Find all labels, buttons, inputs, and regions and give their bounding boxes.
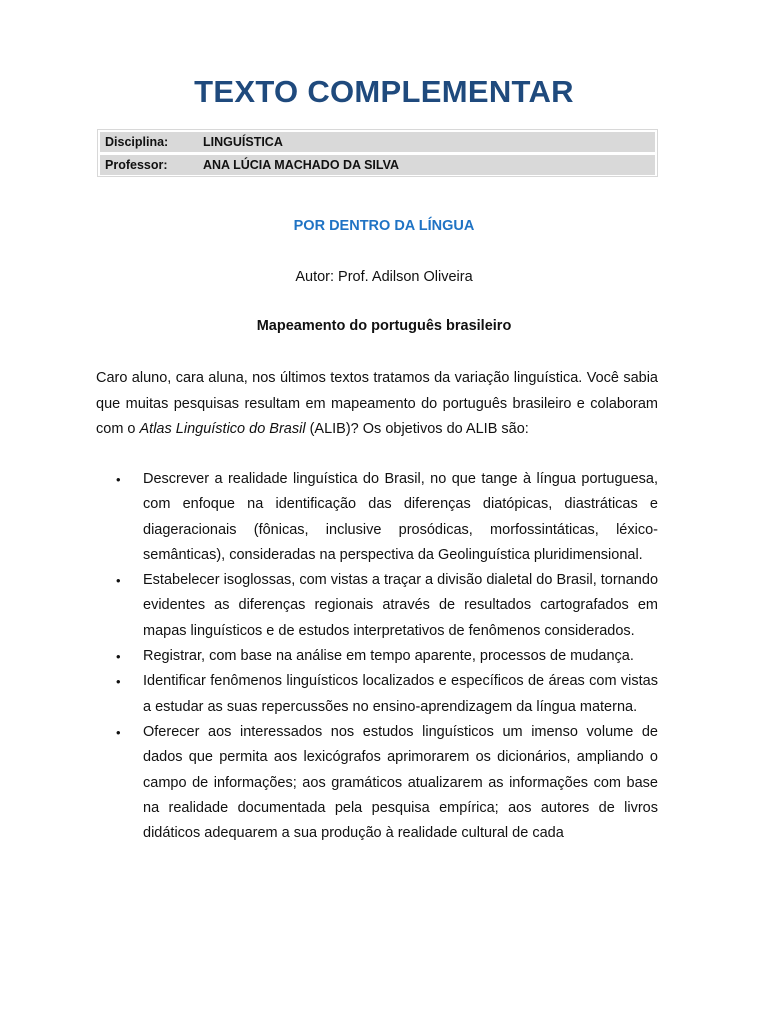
info-row-disciplina bbox=[100, 132, 655, 152]
intro-paragraph bbox=[96, 366, 658, 443]
info-value: ANA LÚCIA MACHADO DA SILVA bbox=[203, 158, 400, 172]
bullet-icon: • bbox=[116, 674, 121, 690]
info-row-professor bbox=[100, 155, 655, 175]
list-item-text: Registrar, com base na análise em tempo aparente, processos de mudança. bbox=[143, 648, 634, 665]
author-line: Autor: Prof. Adilson Oliveira bbox=[295, 269, 473, 285]
list-item-text: Oferecer aos interessados nos estudos linguísticos um imenso volume de dados que permita aos lexicógrafos aprimorarem os dicionários, ampliando o campo de informações; aos gramáticos atualizarem as informações com base na realidade documentada pela pesquisa empírica; aos autores de livros didáticos adequarem a sua produção à realidade cultural de cada bbox=[143, 723, 658, 842]
list-item bbox=[96, 568, 658, 644]
intro-text-before: Caro aluno, cara aluna, nos últimos textos tratamos da variação linguística. Você sabia que muitas pesquisas resultam em mapeamento do português brasileiro e colaboram com o bbox=[96, 370, 658, 437]
list-item bbox=[96, 669, 658, 720]
info-value: LINGUÍSTICA bbox=[203, 135, 283, 149]
list-item-text: Estabelecer isoglossas, com vistas a traçar a divisão dialetal do Brasil, tornando evidentes as diferenças regionais através de resultados cartografados em mapas linguísticos e de estudos interpretativos de fenômenos considerados. bbox=[143, 572, 659, 639]
list-item bbox=[96, 720, 658, 846]
intro-text-italic: Atlas Linguístico do Brasil bbox=[139, 421, 306, 437]
info-table bbox=[97, 129, 658, 177]
bullet-icon: • bbox=[116, 724, 121, 740]
section-title: POR DENTRO DA LÍNGUA bbox=[293, 218, 475, 234]
list-item bbox=[96, 467, 658, 568]
objectives-list bbox=[96, 467, 658, 846]
list-item-text: Identificar fenômenos linguísticos localizados e específicos de áreas com vistas a estudar as suas repercussões no ensino-aprendizagem da língua materna. bbox=[143, 673, 658, 715]
info-label: Disciplina: bbox=[105, 135, 169, 149]
bullet-icon: • bbox=[116, 573, 121, 589]
document-title: TEXTO COMPLEMENTAR bbox=[194, 74, 574, 109]
intro-text-after: (ALIB)? Os objetivos do ALIB são: bbox=[305, 421, 529, 437]
article-subtitle: Mapeamento do português brasileiro bbox=[256, 318, 512, 334]
bullet-icon: • bbox=[116, 472, 121, 487]
list-item bbox=[96, 644, 658, 669]
bullet-icon: • bbox=[116, 649, 121, 665]
info-label: Professor: bbox=[105, 158, 168, 172]
list-item-text: Descrever a realidade linguística do Brasil, no que tange à língua portuguesa, com enfoque na identificação das diferenças diatópicas, diastráticas e diageracionais (fônicas, inclusive prosódicas, morfossintáticas, léxico-semânticas), consideradas na perspectiva da Geolinguística pluridimensional. bbox=[143, 471, 658, 563]
